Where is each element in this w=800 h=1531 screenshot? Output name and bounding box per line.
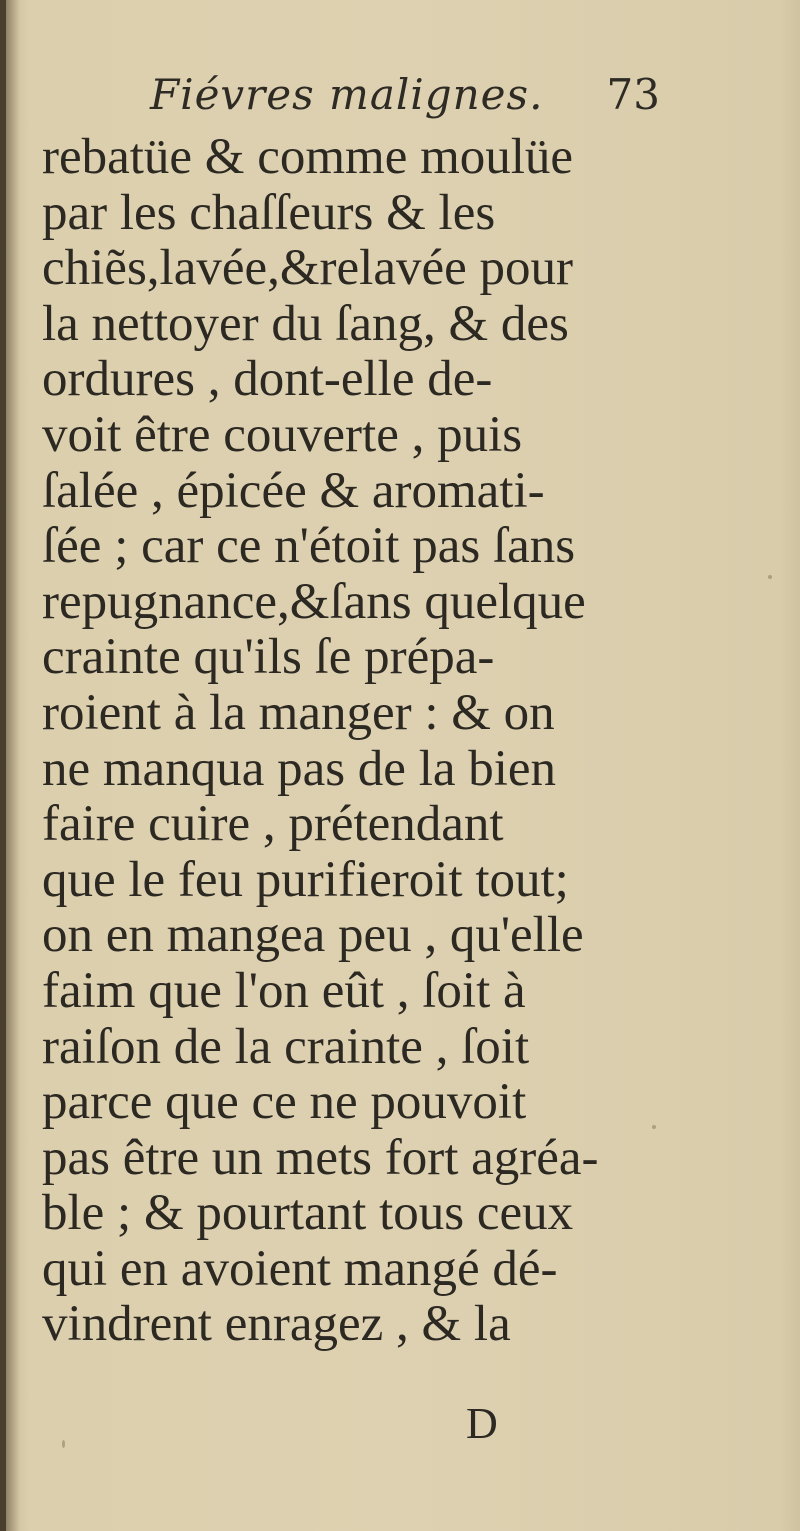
text-line: roient à la manger : & on [42,684,555,741]
running-head: Fiévres malignes. [150,70,544,119]
text-line: on en mangea peu , qu'elle [42,907,584,964]
binding-shadow [6,0,20,1531]
text-line: raiſon de la crainte , ſoit [42,1018,530,1075]
body-text [42,130,662,1353]
text-line: vindrent enragez , & la [42,1296,511,1353]
page-header [150,70,660,130]
text-line: crainte qu'ils ſe prépa- [42,629,495,686]
text-line: pas être un mets fort agréa- [42,1129,599,1186]
text-line: que le feu purifieroit tout; [42,851,569,908]
text-line: chiẽs,lavée,&relavée pour [42,240,573,297]
text-line: rebatüe & comme moulüe [42,129,574,185]
text-line: repugnance,&ſans quelque [42,573,586,630]
text-line: faim que l'on eût , ſoit à [42,962,526,1019]
text-line: ordures , dont-elle de- [42,351,493,408]
text-line: qui en avoient mangé dé- [42,1240,558,1297]
text-line: ſalée , épicée & aromati- [42,462,545,519]
page-number: 73 [606,70,660,119]
paper-speck [62,1440,65,1448]
text-line: voit être couverte , puis [42,406,523,463]
paper-speck [652,1125,656,1129]
text-line: par les chaſſeurs & les [42,184,496,241]
text-line: ne manqua pas de la bien [42,740,557,797]
text-line: la nettoyer du ſang, & des [42,295,569,352]
signature-mark: D [466,1399,498,1448]
text-line: ſée ; car ce n'étoit pas ſans [42,518,576,575]
text-line: faire cuire , prétendant [42,796,504,853]
text-line: parce que ce ne pouvoit [42,1074,527,1131]
text-line: ble ; & pourtant tous ceux [42,1185,574,1242]
paper-speck [768,575,772,579]
